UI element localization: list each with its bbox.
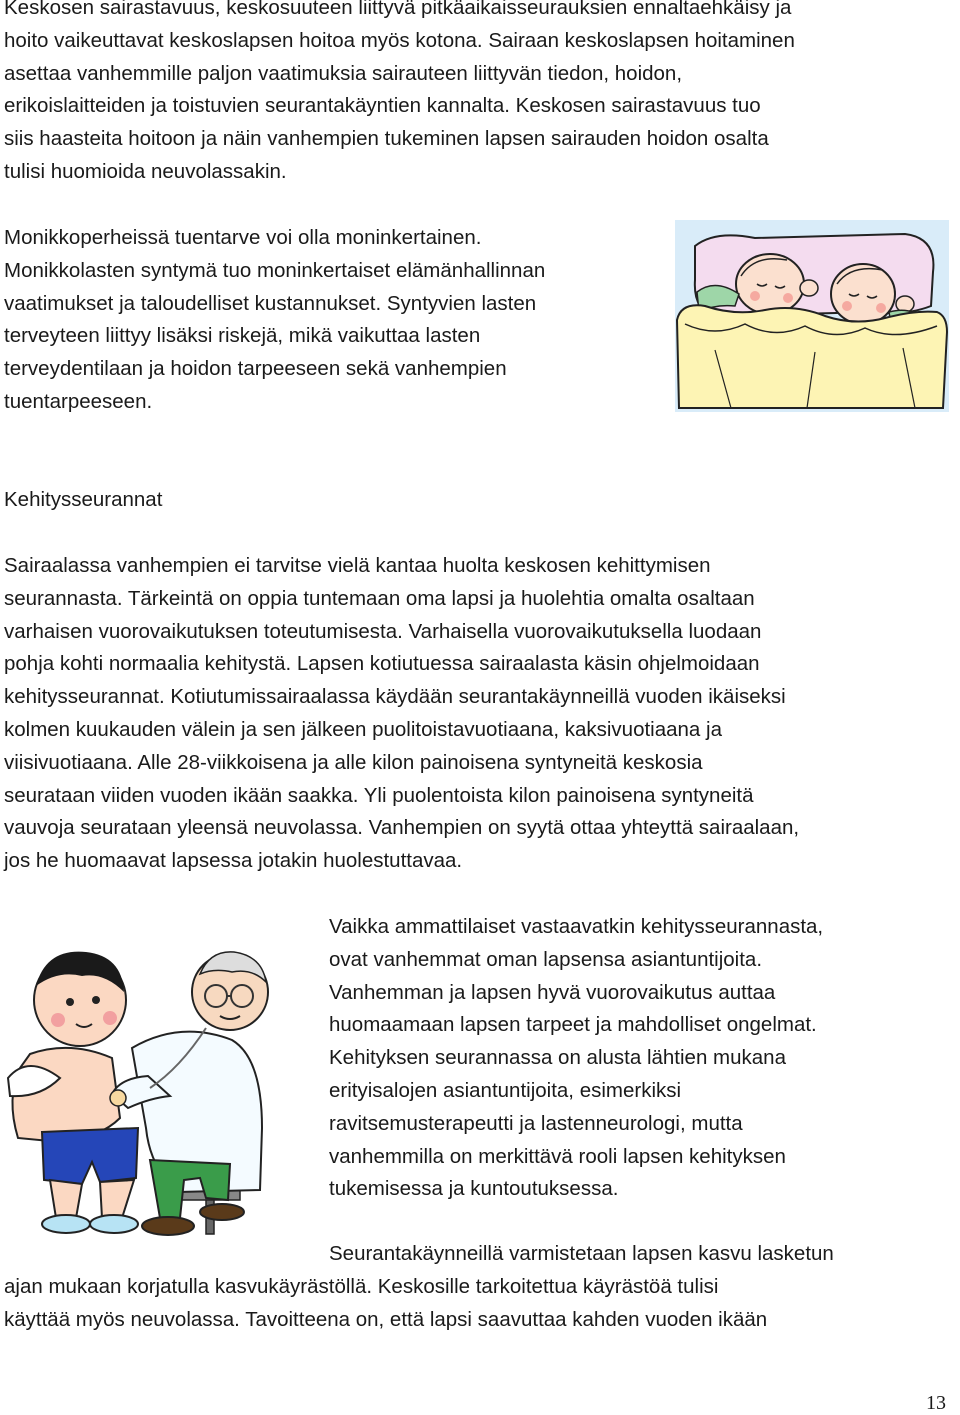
text-line: varhaisen vuorovaikutuksen toteutumisesta. Varhaisella vuorovaikutuksella luodaan	[4, 619, 762, 643]
text-line: Kehityksen seurannassa on alusta lähtien mukana	[329, 1046, 786, 1070]
page-number: 13	[926, 1392, 946, 1414]
text-line: siis haasteita hoitoon ja näin vanhempien tukeminen lapsen sairauden hoidon osalta	[4, 127, 769, 151]
text-line: Vaikka ammattilaiset vastaavatkin kehitysseurannasta,	[329, 915, 824, 938]
text-line: kehitysseurannat. Kotiutumissairaalassa käydään seurantakäynneillä vuoden ikäiseksi	[4, 685, 786, 709]
text-line: erityisalojen asiantuntijoita, esimerkiksi	[329, 1078, 682, 1102]
text-line: seurataan viiden vuoden ikään saakka. Yli puolentoista kilon painoisena syntyneitä	[4, 783, 754, 807]
text-line: tuentarpeeseen.	[4, 389, 153, 413]
section-heading: Kehitysseurannat	[4, 488, 163, 511]
text-line: Seurantakäynneillä varmistetaan lapsen kasvu lasketun	[329, 1242, 834, 1265]
text-line: käyttää myös neuvolassa. Tavoitteena on, että lapsi saavuttaa kahden vuoden ikään	[4, 1307, 768, 1331]
text-line: tulisi huomioida neuvolassakin.	[4, 159, 287, 183]
text-line: Vanhemman ja lapsen hyvä vuorovaikutus auttaa	[329, 980, 776, 1004]
text-line: seurannasta. Tärkeintä on oppia tuntemaan oma lapsi ja huolehtia omalta osaltaan	[4, 586, 755, 610]
paragraph-parents-role	[329, 911, 823, 1206]
paragraph-intro	[4, 0, 795, 189]
text-line: hoito vaikeuttavat keskoslapsen hoitoa myös kotona. Sairaan keskoslapsen hoitaminen	[4, 28, 795, 52]
text-line: asettaa vanhemmille paljon vaatimuksia sairauteen liittyvän tiedon, hoidon,	[4, 61, 683, 85]
text-line: Sairaalassa vanhempien ei tarvitse vielä kantaa huolta keskosen kehittymisen	[4, 554, 711, 577]
paragraph-multiples	[4, 222, 545, 419]
sleeping-twins-illustration	[675, 220, 949, 412]
text-line: terveydentilaan ja hoidon tarpeeseen sekä vanhempien	[4, 357, 507, 381]
text-line: Monikkoperheissä tuentarve voi olla moninkertainen.	[4, 226, 482, 249]
paragraph-growth-curve	[4, 1238, 834, 1336]
text-line: pohja kohti normaalia kehitystä. Lapsen kotiutuessa sairaalasta käsin ohjelmoidaan	[4, 652, 760, 676]
text-line: terveyteen liittyy lisäksi riskejä, mikä vaikuttaa lasten	[4, 324, 481, 348]
text-line: tukemisessa ja kuntoutuksessa.	[329, 1177, 619, 1201]
text-line: ovat vanhemmat oman lapsensa asiantuntijoita.	[329, 947, 763, 971]
text-line: kolmen kuukauden välein ja sen jälkeen puolitoistavuotiaana, kaksivuotiaana ja	[4, 717, 722, 741]
text-line: viisivuotiaana. Alle 28-viikkoisena ja alle kilon painoisena syntyneitä keskosia	[4, 750, 703, 774]
text-line: ravitsemusterapeutti ja lastenneurologi, mutta	[329, 1111, 743, 1135]
text-line: ajan mukaan korjatulla kasvukäyrästöllä. Keskosille tarkoitettua käyrästöä tulisi	[4, 1274, 719, 1298]
text-line: vanhemmilla on merkittävä rooli lapsen kehityksen	[329, 1144, 786, 1168]
text-line: erikoislaitteiden ja toistuvien seurantakäyntien kannalta. Keskosen sairastavuus tuo	[4, 94, 761, 118]
text-line: vaatimukset ja taloudelliset kustannukset. Syntyvien lasten	[4, 291, 537, 315]
text-line: jos he huomaavat lapsessa jotakin huolestuttavaa.	[4, 849, 463, 873]
text-line: Monikkolasten syntymä tuo moninkertaiset elämänhallinnan	[4, 258, 546, 282]
text-line: Keskosen sairastavuus, keskosuuteen liittyvä pitkäaikaisseurauksien ennaltaehkäisy ja	[4, 0, 792, 19]
doctor-examining-child-illustration	[0, 928, 282, 1244]
text-line: huomaamaan lapsen tarpeet ja mahdolliset ongelmat.	[329, 1013, 817, 1037]
paragraph-followups	[4, 550, 799, 878]
text-line: vauvoja seurataan yleensä neuvolassa. Vanhempien on syytä ottaa yhteyttä sairaalaan,	[4, 816, 800, 840]
